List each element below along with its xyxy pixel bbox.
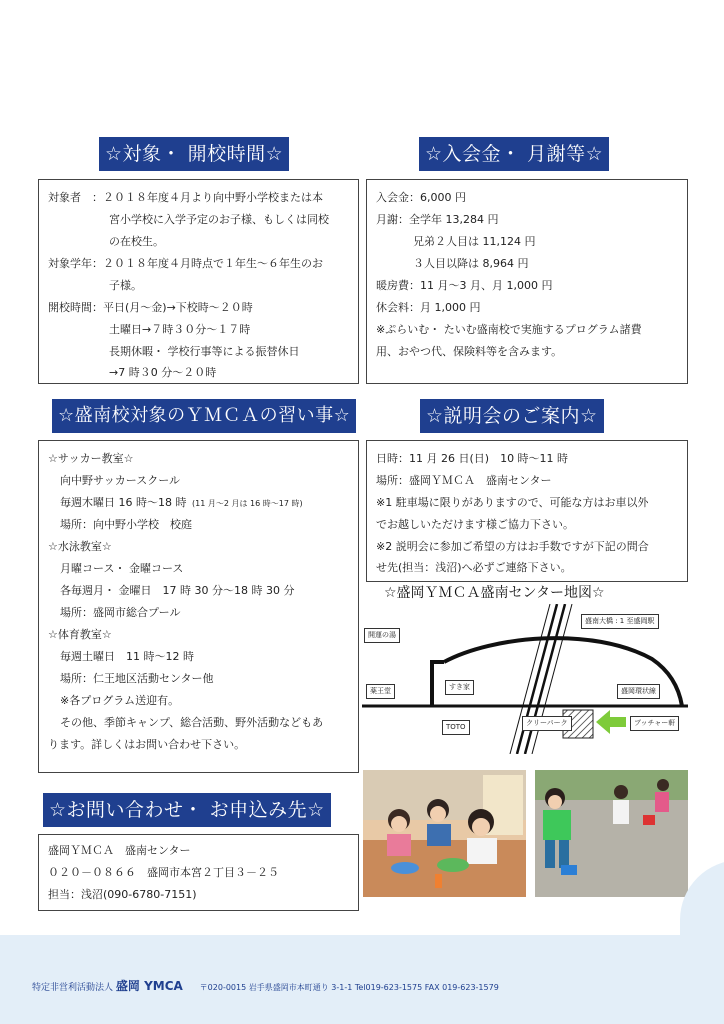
map-label-bridge: 盛南大橋 : 1 至盛岡駅 [581,614,659,629]
footer-address: 〒020-0015 岩手県盛岡市本町通り 3-1-1 Tel019-623-1575 FAX 019-623-1579 [199,983,499,992]
lessons-line: ☆体育教室☆ [48,628,112,641]
lessons-line: ります。詳しくはお問い合わせ下さい。 [48,738,246,751]
map-label-creek: クリーパーク [522,716,572,731]
map-label-yakuou: 薬王堂 [366,684,395,699]
target-line: の在校生。 [109,235,164,248]
photo-illustration [363,770,526,897]
lessons-line: 向中野サッカースクール [60,474,181,487]
lessons-line: 各毎週月・ 金曜日 17 時 30 分～18 時 30 分 [60,584,295,597]
target-line: 開校時間：平日(月～金)→下校時～２０時 [48,301,253,314]
fees-line: 入会金：6,000 円 [376,191,466,204]
briefing-line: ※2 説明会に参加ご希望の方はお手数ですが下記の問合 [376,540,649,553]
map-label-toto: TOTO [442,720,470,735]
lessons-box [38,440,359,773]
lessons-line: 月曜コース・ 金曜コース [60,562,184,575]
contact-line: 担当：浅沼(090-6780-7151) [48,888,197,901]
footer-org-prefix: 特定非営利活動法人 [32,983,114,993]
lessons-line: 毎週木曜日 16 時～18 時 [60,496,187,509]
contact-line: 盛岡ＹＭＣＡ 盛南センター [48,844,191,857]
bridge-line-2 [525,604,565,754]
contact-section-title: ☆お問い合わせ・ お申込み先☆ [43,793,331,827]
branch-road [432,662,444,706]
map-title: ☆盛岡ＹＭＣＡ盛南センター地図☆ [384,585,605,601]
lessons-line: 毎週土曜日 11 時～12 時 [60,650,194,663]
photo-children-eating [363,770,526,897]
fees-line: 暖房費：11 月～3 月、月 1,000 円 [376,279,553,292]
fees-line: 休会料：月 1,000 円 [376,301,481,314]
lessons-line: 場所：仁王地区活動センター他 [60,672,214,685]
target-line: 子様。 [109,279,142,292]
briefing-line: でお越しいただけます様ご協力下さい。 [376,518,574,531]
target-line: 長期休暇・ 学校行事等による振替休日 [109,345,300,358]
fees-box [366,179,688,384]
lessons-line: ※各プログラム送迎有。 [60,694,180,707]
photo-illustration [535,770,688,897]
photo-children-playing [535,770,688,897]
fees-line: ※ぷらいむ・ たいむ盛南校で実施するプログラム諸費 [376,323,642,336]
target-line: 宮小学校に入学予定のお子様、もしくは同校 [109,213,329,226]
access-map [362,604,688,754]
briefing-section-title: ☆説明会のご案内☆ [420,399,604,433]
briefing-box [366,440,688,582]
map-label-butcher: ブッチャー軒 [630,716,679,731]
map-label-sukiya: すき家 [445,680,474,695]
lessons-line: 場所：盛岡市総合プール [60,606,181,619]
fees-section-title: ☆入会金・ 月謝等☆ [419,137,609,171]
contact-line: ０２０－０８６６ 盛岡市本宮２丁目３－２５ [48,866,279,879]
target-line: 土曜日→７時３０分～１７時 [109,323,251,336]
fees-line: 月謝：全学年 13,284 円 [376,213,499,226]
fees-line: ３人目以降は 8,964 円 [413,257,529,270]
briefing-line: せ先(担当：浅沼)へ必ずご連絡下さい。 [376,561,572,574]
target-line: 対象学年：２０１８年度４月時点で１年生～６年生のお [48,257,323,270]
lessons-line: その他、季節キャンプ、総合活動、野外活動などもあ [60,716,324,729]
target-line: →7 時３0 分～２０時 [109,366,217,379]
bridge-line-1 [517,604,557,754]
lessons-section-title: ☆盛南校対象のＹＭＣＡの習い事☆ [52,399,356,433]
map-label-kaiun: 開運の湯 [364,628,400,643]
target-box [38,179,359,384]
lessons-line: 場所：向中野小学校 校庭 [60,518,192,531]
map-label-loop: 盛岡環状線 [617,684,660,699]
footer [32,979,499,995]
fees-line: 用、おやつ代、保険料等を含みます。 [376,345,563,358]
contact-box [38,834,359,911]
lessons-line-note: (11 月～2 月は 16 時～17 時) [192,499,303,508]
fees-line: 兄弟２人目は 11,124 円 [413,235,536,248]
briefing-line: ※1 駐車場に限りがありますので、可能な方はお車以外 [376,496,649,509]
lessons-line: ☆サッカー教室☆ [48,452,134,465]
green-arrow-icon [596,710,626,734]
footer-org-name: 盛岡 YMCA [115,979,183,993]
briefing-line: 日時：11 月 26 日(日) 10 時～11 時 [376,452,569,465]
briefing-line: 場所：盛岡ＹＭＣＡ 盛南センター [376,474,552,487]
target-section-title: ☆対象・ 開校時間☆ [99,137,289,171]
lessons-line: ☆水泳教室☆ [48,540,112,553]
target-line: 対象者 ：２０１８年度４月より向中野小学校または本 [48,191,323,204]
